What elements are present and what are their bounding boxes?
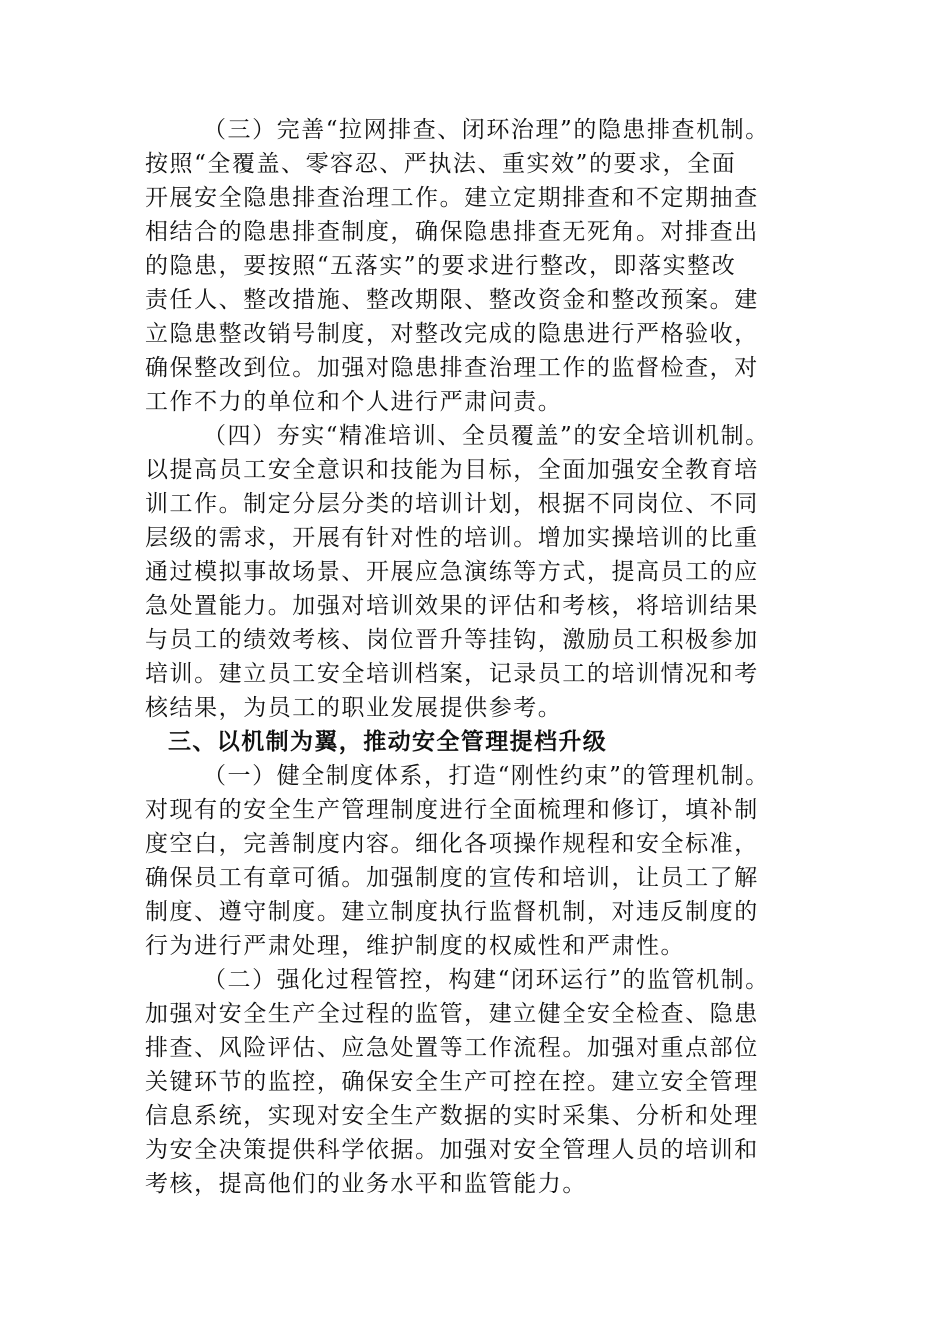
paragraph-line: 加强对安全生产全过程的监管，建立健全安全检查、隐患 [145,1001,759,1027]
paragraph-line: 度空白，完善制度内容。细化各项操作规程和安全标准， [145,831,759,857]
paragraph-line: 通过模拟事故场景、开展应急演练等方式，提高员工的应 [145,559,759,585]
paragraph-line: 为安全决策提供科学依据。加强对安全管理人员的培训和 [145,1137,759,1163]
paragraph-line: 制度、遵守制度。建立制度执行监督机制，对违反制度的 [145,899,759,925]
section-heading-3: 三、以机制为翼，推动安全管理提档升级 [168,729,608,755]
paragraph-line: 的隐患，要按照“五落实”的要求进行整改，即落实整改 [145,253,737,279]
paragraph-line: 确保员工有章可循。加强制度的宣传和培训，让员工了解 [145,865,759,891]
paragraph-line: 核结果，为员工的职业发展提供参考。 [145,695,563,721]
paragraph-line: 按照“全覆盖、零容忍、严执法、重实效”的要求，全面 [145,151,737,177]
paragraph-line: 开展安全隐患排查治理工作。建立定期排查和不定期抽查 [145,185,759,211]
paragraph-line: 培训。建立员工安全培训档案，记录员工的培训情况和考 [145,661,759,687]
subsection-heading-4: （四）夯实“精准培训、全员覆盖”的安全培训机制。 [203,423,770,449]
paragraph-line: 关键环节的监控，确保安全生产可控在控。建立安全管理 [145,1069,759,1095]
subsection-heading-2: （二）强化过程管控，构建“闭环运行”的监管机制。 [203,967,770,993]
paragraph-line: 责任人、整改措施、整改期限、整改资金和整改预案。建 [145,287,759,313]
paragraph-line: 行为进行严肃处理，维护制度的权威性和严肃性。 [145,933,686,959]
paragraph-line: 以提高员工安全意识和技能为目标，全面加强安全教育培 [145,457,759,483]
paragraph-line: 急处置能力。加强对培训效果的评估和考核，将培训结果 [145,593,759,619]
paragraph-line: 信息系统，实现对安全生产数据的实时采集、分析和处理 [145,1103,759,1129]
paragraph-line: 排查、风险评估、应急处置等工作流程。加强对重点部位 [145,1035,759,1061]
paragraph-line: 层级的需求，开展有针对性的培训。增加实操培训的比重 [145,525,759,551]
paragraph-line: 训工作。制定分层分类的培训计划，根据不同岗位、不同 [145,491,759,517]
subsection-heading-3: （三）完善“拉网排查、闭环治理”的隐患排查机制。 [203,117,770,143]
paragraph-line: 立隐患整改销号制度，对整改完成的隐患进行严格验收， [145,321,759,347]
paragraph-line: 相结合的隐患排查制度，确保隐患排查无死角。对排查出 [145,219,759,245]
paragraph-line: 考核，提高他们的业务水平和监管能力。 [145,1171,587,1197]
paragraph-line: 确保整改到位。加强对隐患排查治理工作的监督检查，对 [145,355,759,381]
paragraph-line: 对现有的安全生产管理制度进行全面梳理和修订，填补制 [145,797,759,823]
paragraph-line: 工作不力的单位和个人进行严肃问责。 [145,389,563,415]
subsection-heading-1: （一）健全制度体系，打造“刚性约束”的管理机制。 [203,763,770,789]
paragraph-line: 与员工的绩效考核、岗位晋升等挂钩，激励员工积极参加 [145,627,759,653]
document-page [145,113,815,1201]
